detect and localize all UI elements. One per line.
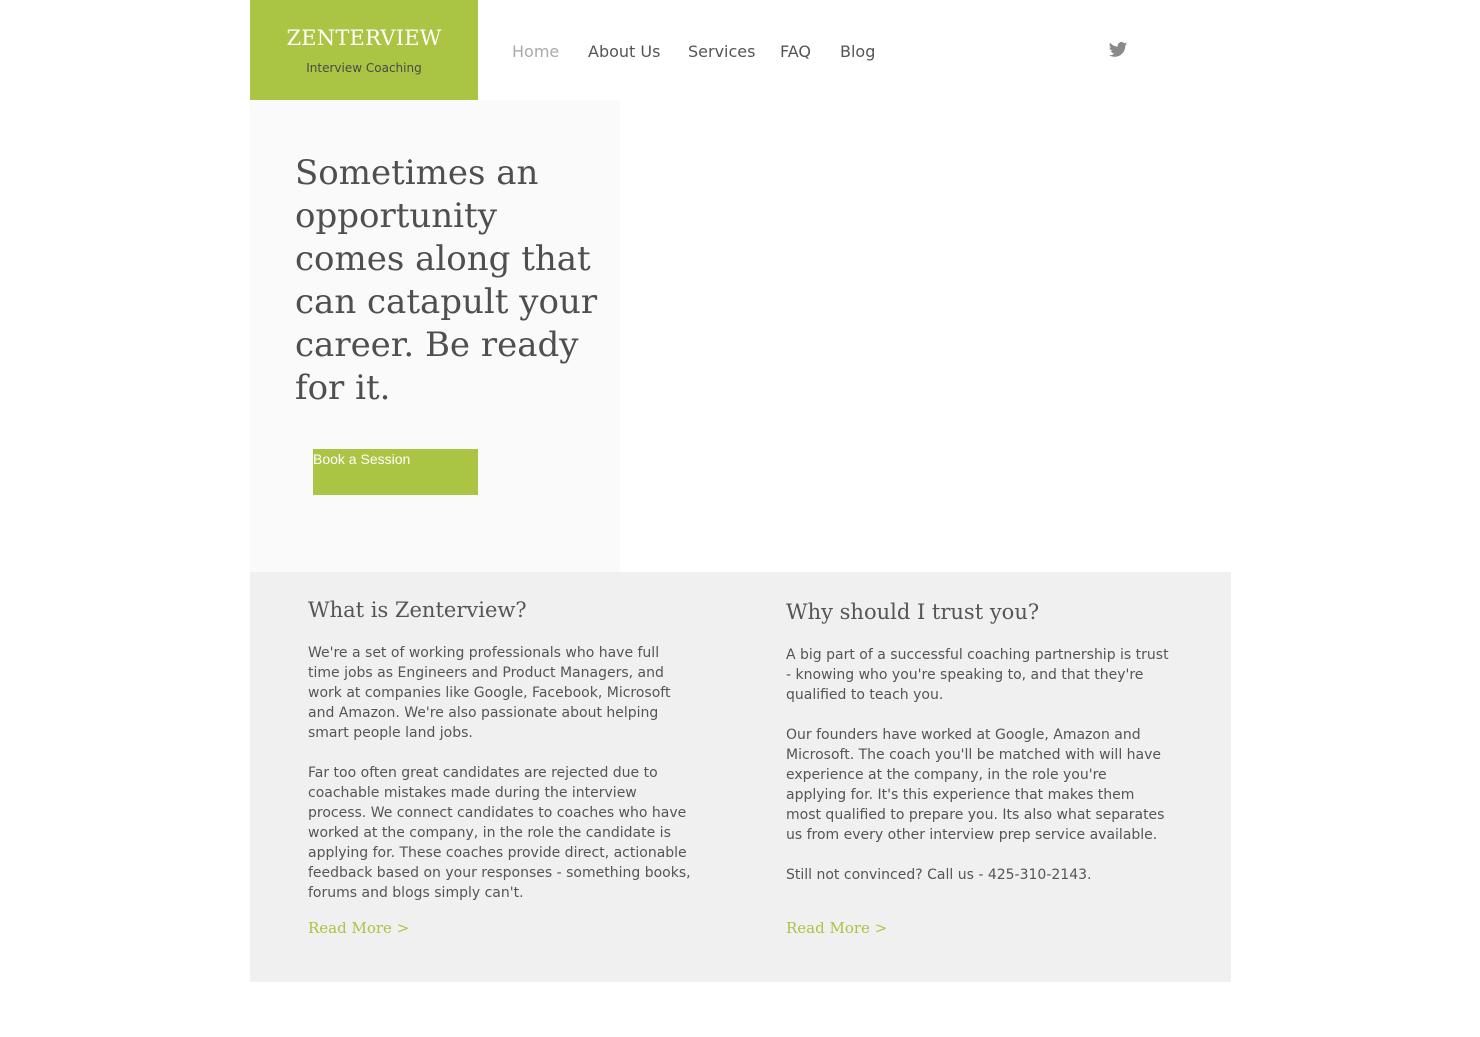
twitter-icon[interactable] xyxy=(1108,40,1128,60)
about-paragraph: Far too often great candidates are rejected due to coachable mistakes made during the interview process. We connect candidates to coaches who have worked at the company, in the role the candidate is applying for. These coaches provide direct, actionable feedback based on your responses - something books, forums and blogs simply can't. xyxy=(308,765,691,901)
nav-home[interactable]: Home xyxy=(512,42,560,61)
about-paragraph: We're a set of working professionals who have full time jobs as Engineers and Product Managers, and work at companies like Google, Facebook, Microsoft and Amazon. We're also passionate about helping smart people land jobs. xyxy=(308,645,671,741)
trust-heading: Why should I trust you? xyxy=(786,600,1040,624)
trust-paragraph: Still not convinced? Call us - 425-310-2143. xyxy=(786,867,1092,883)
info-section xyxy=(250,572,1231,982)
about-read-more-link[interactable]: Read More > xyxy=(308,919,410,937)
book-session-button[interactable] xyxy=(313,449,478,495)
hero-headline: Sometimes an opportunity comes along that can catapult your career. Be ready for it. xyxy=(295,153,598,408)
nav-services[interactable]: Services xyxy=(688,42,756,61)
nav-faq[interactable]: FAQ xyxy=(780,42,811,61)
nav-blog[interactable]: Blog xyxy=(840,42,876,61)
trust-paragraph: Our founders have worked at Google, Amazon and Microsoft. The coach you'll be matched with will have experience at the company, in the role you're applying for. It's this experience that makes them most qualified to prepare you. Its also what separates us from every other interview prep service available. xyxy=(786,727,1165,843)
logo-block[interactable] xyxy=(250,0,478,100)
about-heading: What is Zenterview? xyxy=(308,598,527,622)
trust-read-more-link[interactable]: Read More > xyxy=(786,919,888,937)
trust-paragraph: A big part of a successful coaching partnership is trust - knowing who you're speaking to, and that they're qualified to teach you. xyxy=(786,647,1169,703)
site-tagline: Interview Coaching xyxy=(306,61,422,75)
nav-about-us[interactable]: About Us xyxy=(588,42,661,61)
book-session-label: Book a Session xyxy=(313,451,411,467)
site-logo-title[interactable]: ZENTERVIEW xyxy=(286,26,442,50)
